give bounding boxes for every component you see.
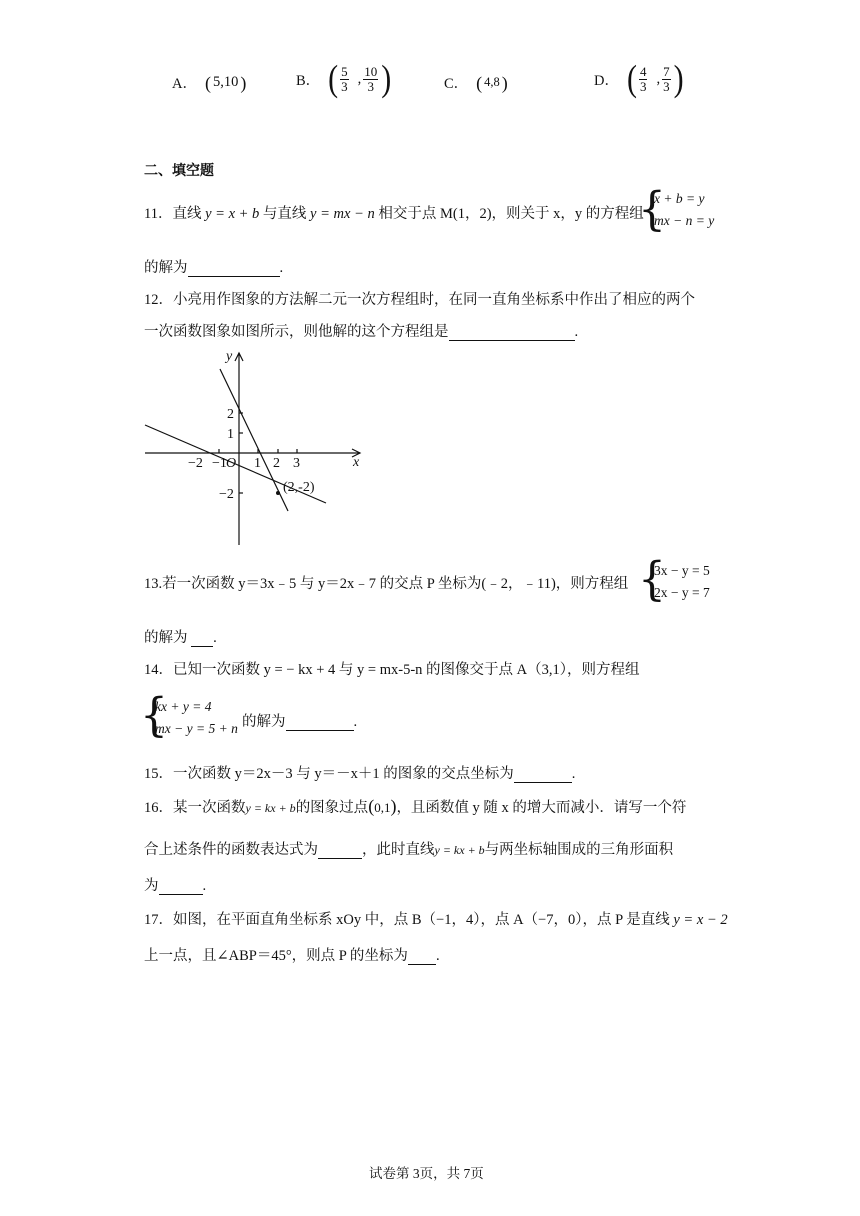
x-axis-label: x [353, 455, 360, 470]
option-d-frac-1: $\frac{4}{3}$ [639, 63, 647, 94]
q11-system: x + b = y mx − n = y [654, 191, 715, 228]
option-c: C． ( 4,8 ) [444, 72, 508, 93]
origin-label: O [226, 456, 237, 471]
tick-y-1: 1 [227, 427, 234, 442]
question-11: 11．直线 y = x + b 与直线 y = mx − n 相交于点 M(1，2)，则关于 x，y 的方程组 [144, 206, 644, 222]
q13-blank[interactable] [191, 632, 213, 647]
question-16-line2: 合上述条件的函数表达式为 ，此时直线y = kx + b与两坐标轴围成的三角形面积 [144, 842, 674, 858]
q14-brace: { [140, 688, 168, 743]
option-b-letter: B． [296, 72, 321, 89]
q17-blank[interactable] [408, 950, 436, 965]
q14-system: kx + y = 4 mx − y = 5 + n [155, 699, 238, 736]
q11-brace: { [638, 182, 666, 237]
question-13: 13.若一次函数 y＝3x﹣5 与 y＝2x﹣7 的交点 P 坐标为(﹣2，﹣11)，则方程组 [144, 576, 629, 592]
question-17-line1: 17．如图，在平面直角坐标系 xOy 中，点 B（−1，4），点 A（−7，0），点 P 是直线 y = x − 2 [144, 912, 728, 928]
q11-answer: 的解为 . [144, 260, 284, 276]
q15-blank[interactable] [514, 768, 572, 783]
tick-x-1: 1 [254, 456, 261, 471]
page-footer: 试卷第 3页，共 7页 [369, 1166, 484, 1181]
q12-blank[interactable] [449, 326, 575, 341]
q16-blank-2[interactable] [159, 880, 203, 895]
question-15: 15．一次函数 y＝2x－3 与 y＝－x＋1 的图象的交点坐标为 . [144, 766, 576, 782]
option-d-frac-2: $\frac{7}{3}$ [663, 63, 670, 94]
option-d: D． ( $\frac{4}{3}$ , $\frac{7}{3}$ ) [594, 57, 684, 99]
intersection-point [276, 491, 280, 495]
option-c-letter: C． [444, 76, 469, 92]
option-a-letter: A． [172, 76, 197, 92]
q16-blank-1[interactable] [318, 844, 362, 859]
coordinate-graph [140, 345, 370, 550]
question-12-line1: 12．小亮用作图象的方法解二元一次方程组时，在同一直角坐标系中作出了相应的两个 [144, 292, 695, 308]
tick-y-neg2: −2 [219, 487, 234, 502]
option-d-letter: D． [594, 72, 619, 89]
q11-blank[interactable] [188, 262, 280, 277]
tick-x-neg2: −2 [188, 456, 203, 471]
q14-answer: 的解为 . [242, 714, 358, 730]
question-16-line1: 16．某一次函数y = kx + b的图象过点(0,1)，且函数值 y 随 x 的增大而减小．请写一个符 [144, 796, 687, 816]
tick-x-2: 2 [273, 456, 280, 471]
point-label: (2,-2) [283, 480, 315, 495]
section-title: 二、填空题 [144, 162, 214, 178]
tick-x-3: 3 [293, 456, 300, 471]
option-c-value: 4,8 [484, 75, 500, 89]
option-b-frac-2: $\frac{10}{3}$ [364, 63, 378, 94]
option-b-frac-1: $\frac{5}{3}$ [341, 63, 348, 94]
question-16-line3: 为 . [144, 878, 207, 894]
question-17-line2: 上一点，且∠ABP＝45°，则点 P 的坐标为 . [144, 948, 440, 964]
q14-blank[interactable] [286, 716, 354, 731]
option-a-value: 5,10 [212, 74, 239, 90]
option-a: A． ( 5,10 ) [172, 72, 247, 93]
tick-y-2: 2 [227, 407, 234, 422]
option-b: B． ( $\frac{5}{3}$ , $\frac{10}{3}$ ) [296, 57, 392, 99]
y-axis-label: y [226, 349, 233, 364]
q13-system: 3x − y = 5 2x − y = 7 [654, 563, 710, 600]
q13-answer: 的解为 . [144, 630, 217, 646]
question-14: 14．已知一次函数 y = − kx + 4 与 y = mx-5-n 的图像交于点 A（3,1），则方程组 [144, 662, 640, 678]
tick-x-neg1: −1 [212, 456, 227, 471]
question-12-line2: 一次函数图象如图所示，则他解的这个方程组是 . [144, 324, 579, 340]
q13-brace: { [638, 552, 666, 607]
